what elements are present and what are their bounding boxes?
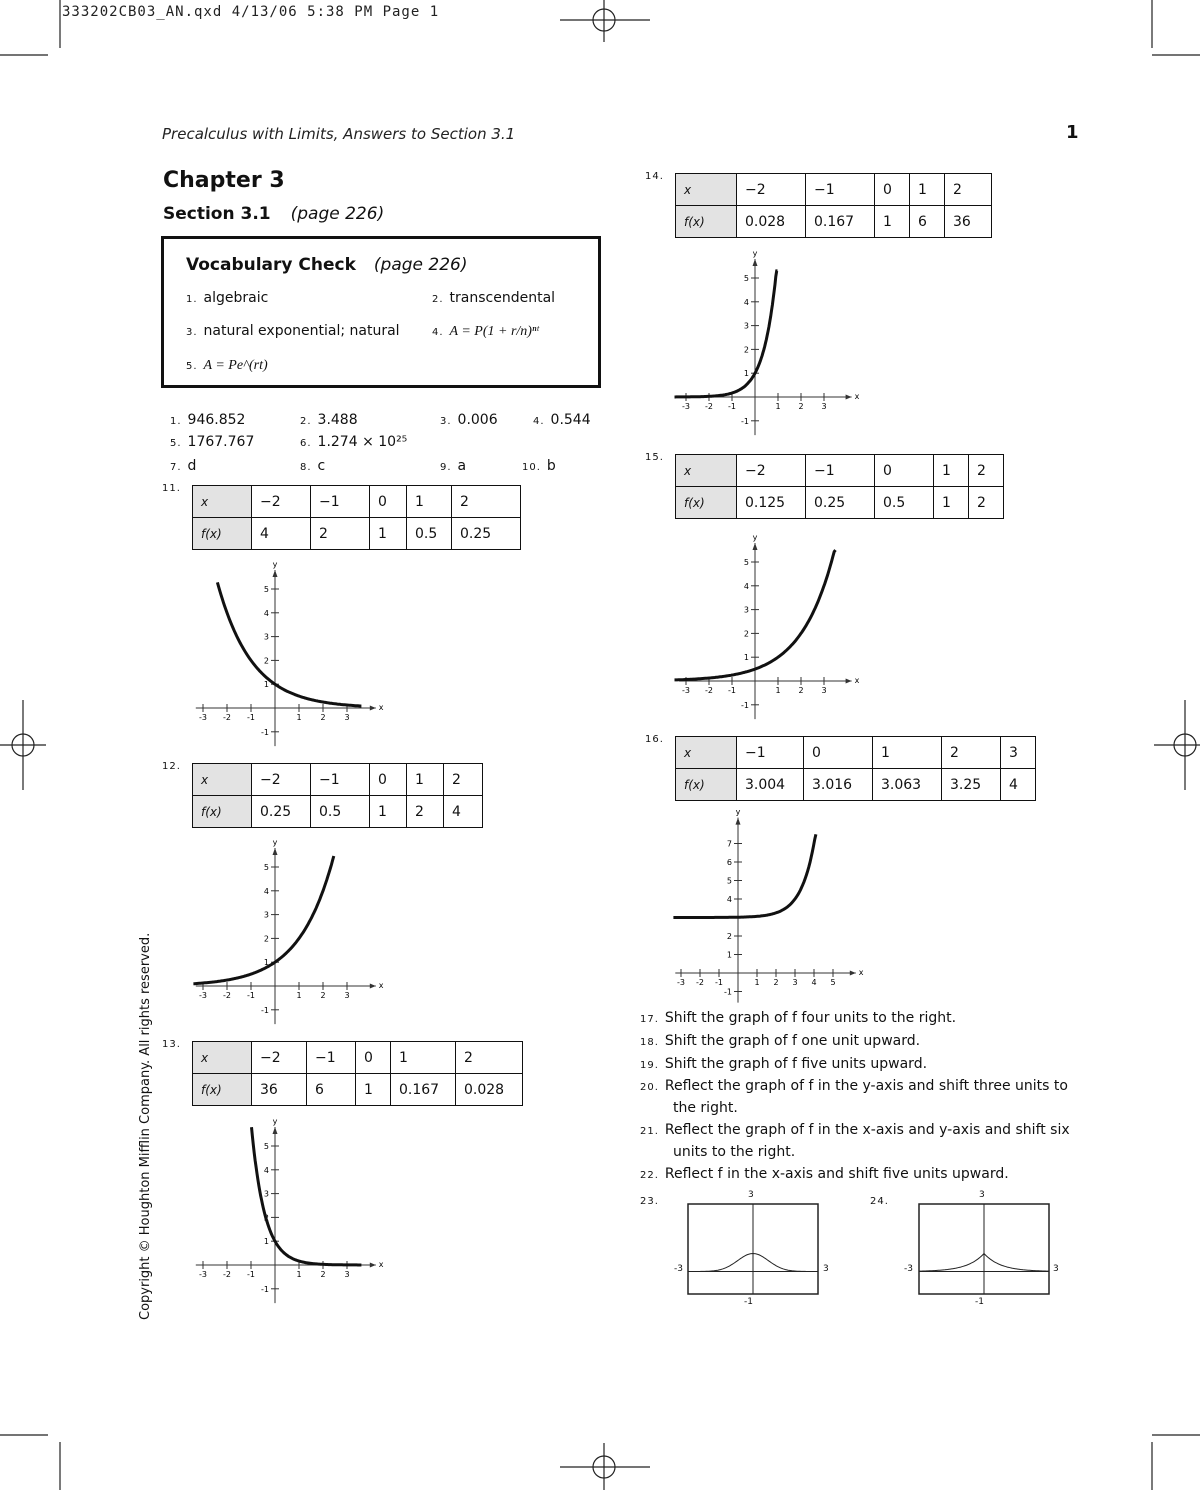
y-tick-label: 1 <box>263 958 269 968</box>
x-tick-label: -1 <box>247 713 255 722</box>
page-number: 1 <box>1066 122 1079 143</box>
table-problem-number: 14. <box>645 171 664 182</box>
table-cell: 0.25 <box>806 487 875 519</box>
y-axis-arrow <box>753 259 758 266</box>
vocab-page: (page 226) <box>373 255 468 275</box>
table-header-cell: x <box>676 737 737 769</box>
statement-item: 19. Shift the graph of f five units upward. <box>640 1056 928 1072</box>
table-cell: 2 <box>969 455 1004 487</box>
y-tick-label: 3 <box>743 321 749 331</box>
table-problem-number: 11. <box>162 483 181 494</box>
x-tick-label: -2 <box>223 991 231 1000</box>
window-number: 24. <box>870 1196 889 1207</box>
x-tick-label: -1 <box>247 991 255 1000</box>
table-cell: 1 <box>910 174 945 206</box>
y-axis-label: y <box>272 559 278 569</box>
table-cell: 0.028 <box>737 206 806 238</box>
table-cell: 0.25 <box>252 796 311 828</box>
x-axis-arrow <box>370 1263 376 1268</box>
table-cell: 36 <box>945 206 992 238</box>
y-tick-label: 5 <box>726 876 732 886</box>
table-cell: 3.016 <box>804 769 873 801</box>
x-tick-label: -3 <box>199 713 207 722</box>
x-tick-label: -1 <box>715 978 723 987</box>
y-tick-label: 4 <box>743 581 749 591</box>
table-cell: 1 <box>391 1042 456 1074</box>
y-tick-label: 1 <box>743 369 749 379</box>
x-axis-label: x <box>378 1260 384 1269</box>
x-tick-label: 3 <box>344 1270 350 1279</box>
x-tick-label: -2 <box>223 713 231 722</box>
x-tick-label: 2 <box>773 978 779 987</box>
table-cell: 1 <box>370 518 407 550</box>
answer-item: 3. 0.006 <box>440 412 498 428</box>
x-tick-label: 2 <box>320 991 326 1000</box>
table-cell: 2 <box>311 518 370 550</box>
table-header-cell: f(x) <box>193 1074 252 1106</box>
x-tick-label: 3 <box>821 402 827 411</box>
y-tick-label: -1 <box>261 1005 269 1015</box>
table-cell: 0 <box>370 486 407 518</box>
y-tick-label: 4 <box>726 895 732 904</box>
x-tick-label: 2 <box>798 402 804 411</box>
table-cell: 2 <box>407 796 444 828</box>
x-axis-arrow <box>370 706 376 711</box>
x-tick-label: -1 <box>247 1270 255 1279</box>
x-tick-label: 2 <box>320 713 326 722</box>
y-tick-label: -1 <box>724 987 732 997</box>
table-cell: 2 <box>945 174 992 206</box>
y-axis-label: y <box>272 1116 278 1126</box>
table-cell: 0.125 <box>737 487 806 519</box>
running-head: Precalculus with Limits, Answers to Section 3.1 <box>162 125 516 143</box>
x-tick-label: 2 <box>320 1270 326 1279</box>
table-cell: 0.167 <box>806 206 875 238</box>
table-cell: 0 <box>356 1042 391 1074</box>
y-tick-label: -1 <box>741 416 749 426</box>
x-tick-label: -1 <box>728 402 736 411</box>
y-tick-label: 4 <box>743 297 749 307</box>
y-tick-label: 2 <box>726 932 732 941</box>
x-tick-label: -3 <box>199 991 207 1000</box>
y-tick-label: 4 <box>263 886 269 896</box>
y-tick-label: 2 <box>263 934 269 944</box>
x-tick-label: -3 <box>199 1270 207 1279</box>
table-cell: 36 <box>252 1074 307 1106</box>
answer-item: 8. c <box>300 458 326 474</box>
statement-item: 22. Reflect f in the x-axis and shift five units upward. <box>640 1166 1009 1182</box>
y-tick-label: 3 <box>263 1189 269 1199</box>
y-axis-label: y <box>752 248 758 258</box>
window-ymax: 3 <box>748 1190 754 1200</box>
y-tick-label: 5 <box>263 585 269 594</box>
table-cell: 1 <box>873 737 942 769</box>
y-tick-label: 1 <box>726 950 732 960</box>
table-cell: 1 <box>407 486 452 518</box>
x-axis-arrow <box>850 971 856 976</box>
table-cell: −2 <box>252 764 311 796</box>
table-header-cell: x <box>193 1042 252 1074</box>
window-xmax: 3 <box>823 1264 829 1274</box>
window-ymin: -1 <box>975 1297 984 1307</box>
answer-item: 7. d <box>170 458 197 474</box>
y-axis-arrow <box>273 1127 278 1134</box>
table-cell: 0.5 <box>407 518 452 550</box>
y-tick-label: 1 <box>743 653 749 663</box>
table-header-cell: x <box>193 764 252 796</box>
x-axis-label: x <box>378 703 384 712</box>
table-cell: 1 <box>934 487 969 519</box>
table-header-cell: f(x) <box>193 518 252 550</box>
table-cell: −2 <box>737 455 806 487</box>
x-axis-arrow <box>846 395 852 400</box>
table-cell: 1 <box>370 796 407 828</box>
table-cell: 6 <box>307 1074 356 1106</box>
table-cell: 1 <box>875 206 910 238</box>
function-curve <box>675 271 778 397</box>
window-xmin: -3 <box>674 1264 683 1274</box>
x-tick-label: -2 <box>223 1270 231 1279</box>
window-ymin: -1 <box>744 1297 753 1307</box>
table-cell: 3.25 <box>942 769 1001 801</box>
table-problem-number: 15. <box>645 452 664 463</box>
y-tick-label: 2 <box>263 656 269 666</box>
x-axis-label: x <box>858 968 864 977</box>
x-axis-label: x <box>854 392 860 401</box>
y-tick-label: 6 <box>726 858 732 867</box>
table-cell: 1 <box>407 764 444 796</box>
statement-item: 18. Shift the graph of f one unit upward. <box>640 1033 921 1049</box>
y-tick-label: 2 <box>743 629 749 639</box>
table-cell: −2 <box>252 1042 307 1074</box>
table-cell: −2 <box>737 174 806 206</box>
answer-item: 4. 0.544 <box>533 412 591 428</box>
table-header-cell: f(x) <box>676 769 737 801</box>
y-axis-label: y <box>272 837 278 847</box>
x-tick-label: 1 <box>775 402 781 411</box>
x-axis-arrow <box>846 679 852 684</box>
answer-item: 6. 1.274 × 10²⁵ <box>300 434 408 450</box>
table-problem-number: 16. <box>645 734 664 745</box>
statement-item-cont: the right. <box>673 1100 738 1116</box>
x-tick-label: 1 <box>296 1270 302 1279</box>
vocab-title: Vocabulary Check <box>186 255 356 275</box>
chapter-title: Chapter 3 <box>163 168 285 193</box>
table-cell: 1 <box>934 455 969 487</box>
table-cell: 0.5 <box>875 487 934 519</box>
x-axis-arrow <box>370 984 376 989</box>
x-tick-label: -3 <box>682 686 690 695</box>
statement-item: 21. Reflect the graph of f in the x-axis and y-axis and shift six <box>640 1122 1070 1138</box>
table-header-cell: f(x) <box>676 206 737 238</box>
x-tick-label: -3 <box>677 978 685 987</box>
y-tick-label: 3 <box>263 632 269 642</box>
x-tick-label: -2 <box>705 686 713 695</box>
window-number: 23. <box>640 1196 659 1207</box>
table-cell: 0 <box>875 174 910 206</box>
x-tick-label: 1 <box>296 713 302 722</box>
x-tick-label: 5 <box>830 978 836 987</box>
x-tick-label: 2 <box>798 686 804 695</box>
y-tick-label: -1 <box>741 700 749 710</box>
y-axis-arrow <box>273 848 278 855</box>
y-tick-label: 5 <box>263 1142 269 1151</box>
y-tick-label: -1 <box>261 1284 269 1294</box>
answer-item: 5. 1767.767 <box>170 434 255 450</box>
table-cell: 0 <box>875 455 934 487</box>
y-tick-label: 4 <box>263 1165 269 1175</box>
table-cell: 0.028 <box>456 1074 523 1106</box>
x-tick-label: -2 <box>696 978 704 987</box>
table-header-cell: f(x) <box>676 487 737 519</box>
table-cell: 0.167 <box>391 1074 456 1106</box>
table-cell: −1 <box>307 1042 356 1074</box>
table-cell: 0 <box>804 737 873 769</box>
x-tick-label: 3 <box>344 991 350 1000</box>
answer-item: 2. 3.488 <box>300 412 358 428</box>
table-cell: 0.25 <box>452 518 521 550</box>
x-tick-label: -1 <box>728 686 736 695</box>
table-cell: 2 <box>942 737 1001 769</box>
y-tick-label: 7 <box>726 839 732 849</box>
y-tick-label: 3 <box>743 605 749 615</box>
table-cell: 2 <box>444 764 483 796</box>
x-tick-label: 1 <box>775 686 781 695</box>
statement-item: 17. Shift the graph of f four units to the right. <box>640 1010 957 1026</box>
vocab-item: 5. A = Pe^(rt) <box>186 358 268 373</box>
section-page: (page 226) <box>290 204 385 224</box>
y-tick-label: 1 <box>263 1237 269 1247</box>
window-xmax: 3 <box>1053 1264 1059 1274</box>
y-axis-label: y <box>752 532 758 542</box>
table-cell: 2 <box>969 487 1004 519</box>
table-cell: −1 <box>806 174 875 206</box>
table-header-cell: x <box>193 486 252 518</box>
file-slug: 333202CB03_AN.qxd 4/13/06 5:38 PM Page 1 <box>62 4 440 20</box>
table-cell: 3 <box>1001 737 1036 769</box>
x-tick-label: -3 <box>682 402 690 411</box>
answer-item: 1. 946.852 <box>170 412 246 428</box>
y-axis-arrow <box>736 818 741 825</box>
statement-item: 20. Reflect the graph of f in the y-axis and shift three units to <box>640 1078 1068 1094</box>
statement-item-cont: units to the right. <box>673 1144 796 1160</box>
y-tick-label: 5 <box>263 863 269 872</box>
table-cell: 3.004 <box>737 769 804 801</box>
y-tick-label: 2 <box>263 1213 269 1223</box>
answer-item: 10. b <box>522 458 556 474</box>
y-tick-label: 1 <box>263 680 269 690</box>
table-cell: 0 <box>370 764 407 796</box>
y-axis-arrow <box>753 543 758 550</box>
table-header-cell: x <box>676 174 737 206</box>
y-tick-label: 4 <box>263 608 269 618</box>
table-cell: −1 <box>737 737 804 769</box>
vocab-item: 2. transcendental <box>432 290 556 306</box>
vocab-item: 3. natural exponential; natural <box>186 323 400 339</box>
x-tick-label: -2 <box>705 402 713 411</box>
y-axis-label: y <box>735 807 741 817</box>
x-tick-label: 3 <box>821 686 827 695</box>
table-cell: −2 <box>252 486 311 518</box>
vocab-item: 4. A = P(1 + r/n)ⁿᵗ <box>432 324 539 339</box>
function-curve <box>673 834 816 917</box>
y-tick-label: -1 <box>261 727 269 737</box>
table-problem-number: 12. <box>162 761 181 772</box>
y-axis-arrow <box>273 570 278 577</box>
y-tick-label: 5 <box>743 274 749 283</box>
y-tick-label: 2 <box>743 345 749 355</box>
table-cell: 4 <box>1001 769 1036 801</box>
copyright-notice: Copyright © Houghton Mifflin Company. All rights reserved. <box>138 932 153 1320</box>
table-cell: 6 <box>910 206 945 238</box>
table-cell: 2 <box>452 486 521 518</box>
table-problem-number: 13. <box>162 1039 181 1050</box>
table-header-cell: f(x) <box>193 796 252 828</box>
x-tick-label: 3 <box>344 713 350 722</box>
answer-item: 9. a <box>440 458 467 474</box>
window-ymax: 3 <box>979 1190 985 1200</box>
table-header-cell: x <box>676 455 737 487</box>
table-cell: 4 <box>252 518 311 550</box>
table-cell: 3.063 <box>873 769 942 801</box>
table-cell: 2 <box>456 1042 523 1074</box>
table-cell: 4 <box>444 796 483 828</box>
function-curve <box>217 582 361 706</box>
vocab-item: 1. algebraic <box>186 290 269 306</box>
y-tick-label: 3 <box>263 910 269 920</box>
section-name: Section 3.1 <box>163 204 271 224</box>
x-axis-label: x <box>378 981 384 990</box>
x-tick-label: 3 <box>792 978 798 987</box>
window-xmin: -3 <box>904 1264 913 1274</box>
x-axis-label: x <box>854 676 860 685</box>
x-tick-label: 1 <box>754 978 760 987</box>
y-tick-label: 5 <box>743 558 749 567</box>
x-tick-label: 1 <box>296 991 302 1000</box>
table-cell: 1 <box>356 1074 391 1106</box>
table-cell: 0.5 <box>311 796 370 828</box>
table-cell: −1 <box>311 486 370 518</box>
x-tick-label: 4 <box>811 978 817 987</box>
table-cell: −1 <box>311 764 370 796</box>
table-cell: −1 <box>806 455 875 487</box>
